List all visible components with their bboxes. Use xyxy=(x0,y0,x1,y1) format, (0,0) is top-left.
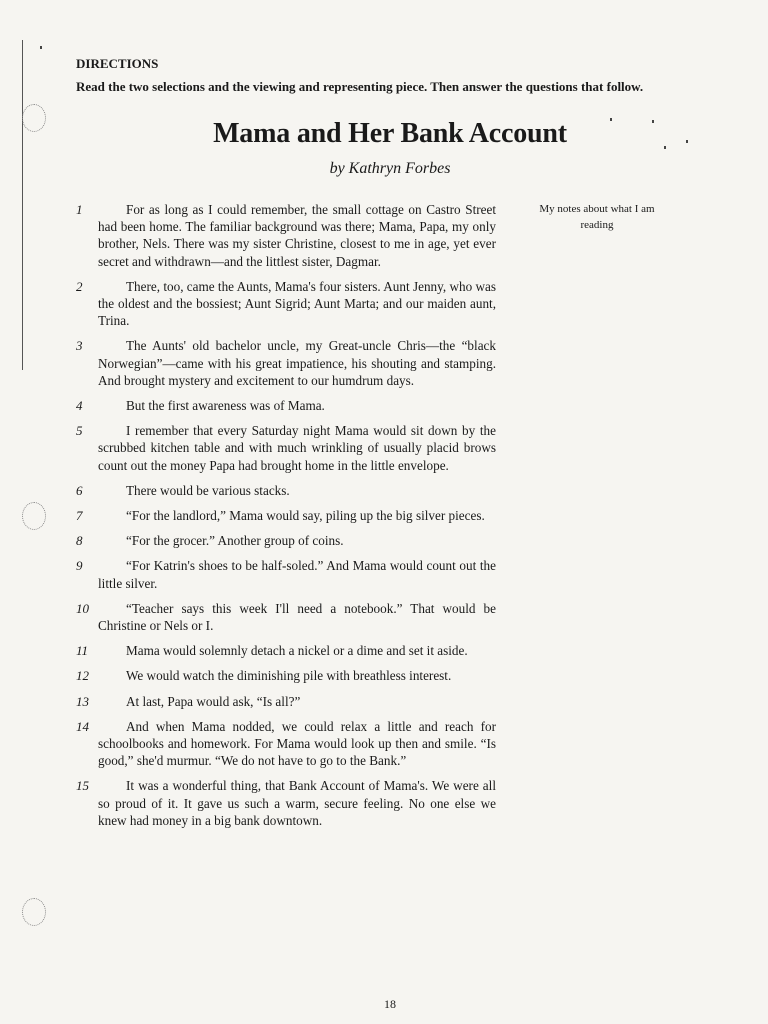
paragraph xyxy=(76,642,496,659)
paragraph xyxy=(76,667,496,684)
page-number: 18 xyxy=(384,997,396,1011)
paragraph-text: I remember that every Saturday night Mama would sit down by the scrubbed kitchen table and with much wrinkling of usually placid brows count out the money Papa had brought home in the little envelope. xyxy=(98,423,496,473)
paragraph-text: At last, Papa would ask, “Is all?” xyxy=(126,693,301,709)
paragraph-number: 10 xyxy=(76,600,89,616)
paragraph xyxy=(76,532,496,549)
paragraph-number: 5 xyxy=(76,423,83,439)
paragraph-text: There would be various stacks. xyxy=(126,482,290,498)
paragraph-number: 14 xyxy=(76,718,89,734)
paragraph-number: 15 xyxy=(76,778,89,794)
left-binding-line xyxy=(22,40,23,370)
paragraph-number: 6 xyxy=(76,482,83,498)
paragraph xyxy=(76,482,496,499)
paragraph-text: “For the landlord,” Mama would say, piling up the big silver pieces. xyxy=(126,508,485,524)
paragraph-text: For as long as I could remember, the small cottage on Castro Street had been home. The familiar background was there; Mama, Papa, my only brother, Nels. There was my sister Christine, closest to me in age, yet ever secret and withdrawn—and the littlest sister, Dagmar. xyxy=(98,202,496,269)
paragraph xyxy=(76,777,496,829)
paragraph-number: 11 xyxy=(76,643,89,659)
paragraph-text: “Teacher says this week I'll need a notebook.” That would be Christine or Nels or I. xyxy=(98,600,496,634)
paragraph xyxy=(76,201,496,270)
paragraph xyxy=(76,693,496,710)
paragraph-text: The Aunts' old bachelor uncle, my Great-uncle Chris—the “black Norwegian”—came with his great impatience, his shouting and stamping. And brought mystery and excitement to our humdrum days. xyxy=(98,338,496,388)
paragraph-number: 1 xyxy=(76,202,83,217)
paragraph-text: We would watch the diminishing pile with breathless interest. xyxy=(126,668,452,684)
paragraph-number: 8 xyxy=(76,533,83,549)
paragraph xyxy=(76,397,496,414)
directions-text: Read the two selections and the viewing and representing piece. Then answer the questions that follow. xyxy=(76,79,644,94)
paragraph-text: “For Katrin's shoes to be half-soled.” And Mama would count out the little silver. xyxy=(98,558,496,591)
paragraph-text: But the first awareness was of Mama. xyxy=(126,398,325,414)
paragraph-text: And when Mama nodded, we could relax a little and reach for schoolbooks and homework. For Mama would look up then and smile. “Is good,” she'd murmur. “We do not have to go to the Bank.” xyxy=(98,718,496,769)
paragraph-number: 2 xyxy=(76,278,83,294)
paragraph xyxy=(76,507,496,524)
story-paragraphs xyxy=(76,201,496,837)
paragraph-number: 3 xyxy=(76,338,83,354)
paragraph-number: 9 xyxy=(76,558,83,574)
paragraph-text: There, too, came the Aunts, Mama's four sisters. Aunt Jenny, who was the oldest and the bossiest; Aunt Sigrid; Aunt Marta; and our maiden aunt, Trina. xyxy=(98,278,496,329)
paragraph xyxy=(76,718,496,770)
story-title: Mama and Her Bank Account xyxy=(213,118,567,149)
paragraph-number: 7 xyxy=(76,508,83,524)
paragraph-text: “For the grocer.” Another group of coins. xyxy=(126,533,344,549)
paragraph-text: It was a wonderful thing, that Bank Account of Mama's. We were all so proud of it. It gave us such a warm, secure feeling. No one else we knew had money in a big bank downtown. xyxy=(98,778,496,828)
paragraph xyxy=(76,422,496,474)
paragraph xyxy=(76,278,496,330)
paragraph-number: 12 xyxy=(76,668,89,684)
directions-heading: DIRECTIONS xyxy=(76,56,159,71)
story-byline: by Kathryn Forbes xyxy=(329,160,451,177)
paragraph-number: 13 xyxy=(76,693,89,709)
paragraph xyxy=(76,557,496,591)
paragraph-number: 4 xyxy=(76,398,83,414)
paragraph xyxy=(76,600,496,634)
punch-hole-middle xyxy=(22,502,46,530)
notes-column-label: My notes about what I am reading xyxy=(539,203,655,231)
scan-speck xyxy=(40,46,42,49)
paragraph-text: Mama would solemnly detach a nickel or a dime and set it aside. xyxy=(126,643,468,659)
punch-hole-bottom xyxy=(22,898,46,926)
paragraph xyxy=(76,337,496,389)
